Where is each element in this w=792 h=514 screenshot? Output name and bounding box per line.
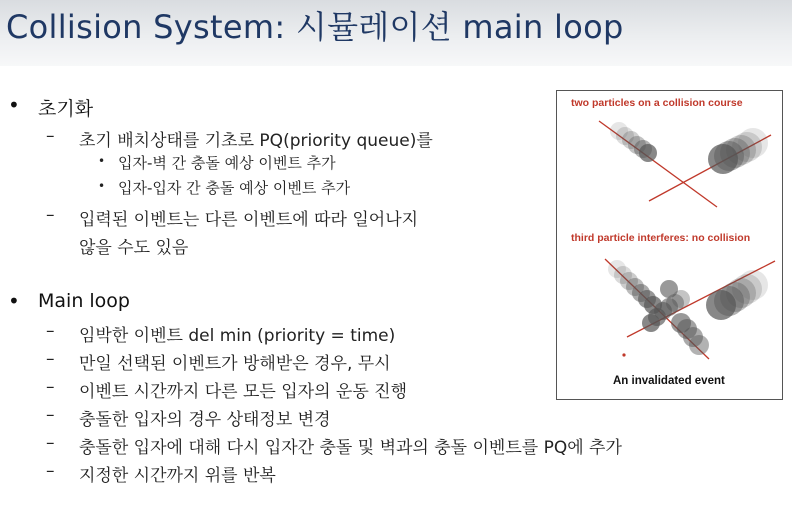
main-loop-item: [46, 433, 622, 458]
collision-figure: [556, 90, 783, 400]
dash-icon: –: [46, 349, 55, 369]
init-subitem-1-text: 입자-벽 간 충돌 예상 이벤트 추가: [118, 154, 336, 172]
three-particle-diagram: [605, 259, 775, 359]
dash-icon: –: [46, 126, 55, 146]
init-item-2-line-1: 입력된 이벤트는 다른 이벤트에 따라 일어나지: [79, 210, 419, 230]
init-subitem-1: [98, 152, 336, 173]
bullet-main-loop-label: Main loop: [38, 290, 130, 312]
two-particle-diagram: [599, 121, 771, 207]
main-loop-item-text: 충돌한 입자의 경우 상태정보 변경: [79, 410, 331, 430]
dash-icon: –: [46, 377, 55, 397]
init-item-2: [46, 205, 419, 230]
init-item-2-line-2: 않을 수도 있음: [79, 238, 189, 258]
dash-icon: –: [46, 405, 55, 425]
main-loop-item-text: 지정한 시간까지 위를 반복: [79, 466, 276, 486]
dash-icon: –: [46, 433, 55, 453]
main-loop-item: [46, 321, 396, 346]
small-dot-icon: •: [98, 154, 106, 168]
dash-icon: –: [46, 321, 55, 341]
main-loop-item-text: 충돌한 입자에 대해 다시 입자간 충돌 및 벽과의 충돌 이벤트를 PQ에 추가: [79, 438, 622, 458]
main-loop-item: [46, 461, 276, 486]
bullet-dot-icon: •: [8, 289, 20, 313]
slide-title: Collision System: 시뮬레이션 main loop: [6, 8, 624, 46]
bullet-init: [8, 93, 94, 121]
init-subitem-2-text: 입자-입자 간 충돌 예상 이벤트 추가: [118, 179, 351, 197]
figure-caption-top: two particles on a collision course: [571, 97, 743, 109]
bullet-main-loop: [8, 289, 130, 313]
figure-caption-mid: third particle interferes: no collision: [571, 232, 751, 244]
dash-icon: –: [46, 461, 55, 481]
main-loop-item-text: 만일 선택된 이벤트가 방해받은 경우, 무시: [79, 354, 391, 374]
init-item-2-cont: [79, 233, 188, 258]
main-loop-item: [46, 349, 391, 374]
main-loop-item-text: 임박한 이벤트 del min (priority = time): [79, 326, 396, 346]
figure-caption-bottom: An invalidated event: [613, 375, 725, 387]
small-dot-icon: •: [98, 179, 106, 193]
bullet-dot-icon: •: [8, 93, 20, 117]
init-item-1: [46, 126, 433, 151]
init-subitem-2: [98, 177, 351, 198]
init-item-1-text: 초기 배치상태를 기초로 PQ(priority queue)를: [79, 131, 433, 151]
collision-diagram: [557, 91, 782, 399]
dash-icon: –: [46, 205, 55, 225]
main-loop-item-text: 이벤트 시간까지 다른 모든 입자의 운동 진행: [79, 382, 408, 402]
main-loop-item: [46, 405, 331, 430]
bullet-init-label: 초기화: [38, 98, 94, 120]
main-loop-item: [46, 377, 408, 402]
